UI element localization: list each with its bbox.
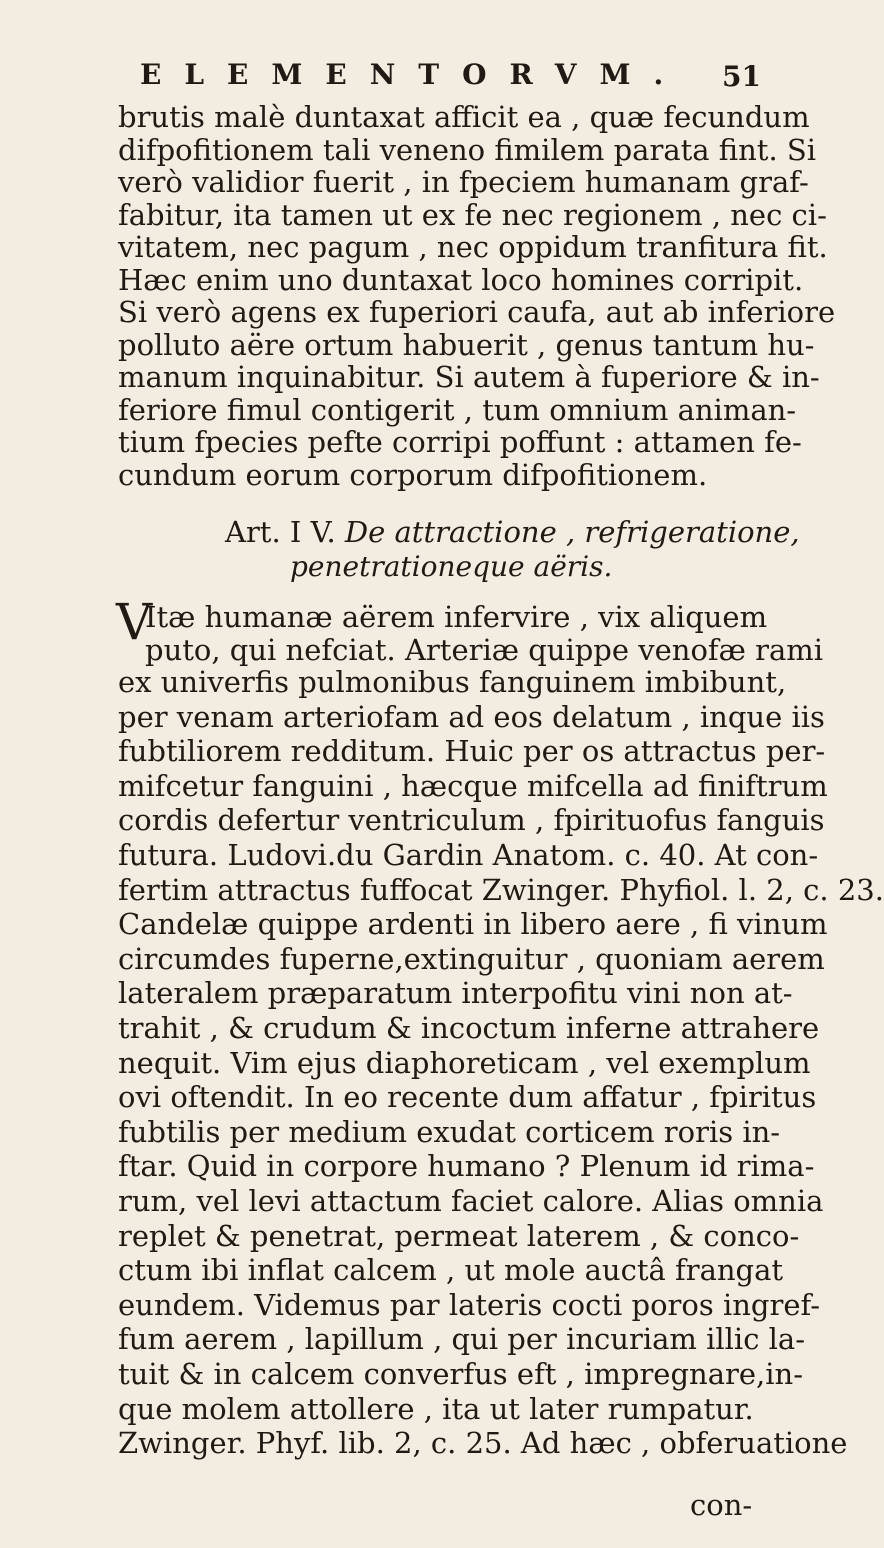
text-line: ovi oftendit. In eo recente dum affatur , fpiritus bbox=[118, 1080, 817, 1115]
text-line: nequit. Vim ejus diaphoreticam , vel exemplum bbox=[118, 1045, 811, 1080]
text-line: rum, vel levi attactum faciet calore. Alias omnia bbox=[118, 1184, 824, 1218]
article-number: Art. I V. bbox=[225, 515, 336, 549]
text-line: verò validior fuerit , in fpeciem humanam graf- bbox=[118, 165, 809, 199]
page-number: 51 bbox=[722, 60, 761, 93]
text-line: cundum eorum corporum difpofitionem. bbox=[118, 457, 708, 492]
text-line: Itæ humanæ aërem infervire , vix aliquem bbox=[145, 600, 768, 634]
text-line: cordis defertur ventriculum , fpirituofus fanguis bbox=[118, 803, 825, 838]
text-line: ftar. Quid in corpore humano ? Plenum id rima- bbox=[118, 1149, 815, 1184]
running-title: ELEMENTORVM. bbox=[140, 58, 687, 91]
text-line: fubtilis per medium exudat corticem roris in- bbox=[118, 1114, 781, 1149]
text-line: tuit & in calcem converfus eft , impregnare,in- bbox=[118, 1357, 803, 1391]
text-line: futura. Ludovi.du Gardin Anatom. c. 40. At con- bbox=[118, 838, 819, 872]
text-line: tium fpecies pefte corripi poffunt : attamen fe- bbox=[118, 425, 802, 459]
text-line: puto, qui nefciat. Arteriæ quippe venofæ rami bbox=[145, 632, 824, 667]
text-line: fubtiliorem redditum. Huic per os attractus per- bbox=[118, 734, 826, 769]
text-line: Candelæ quippe ardenti in libero aere , fi vinum bbox=[118, 907, 828, 942]
text-line: mifcetur fanguini , hæcque mifcella ad finiftrum bbox=[118, 768, 828, 803]
text-line: Si verò agens ex fuperiori caufa, aut ab inferiore bbox=[118, 295, 836, 329]
text-line: polluto aëre ortum habuerit , genus tantum hu- bbox=[118, 327, 815, 362]
text-line: feriore fimul contigerit , tum omnium animan- bbox=[118, 392, 797, 427]
text-line: replet & penetrat, permeat laterem , & conco- bbox=[118, 1218, 800, 1253]
text-line: que molem attollere , ita ut later rumpatur. bbox=[118, 1391, 754, 1426]
text-line: per venam arteriofam ad eos delatum , inque iis bbox=[118, 699, 825, 734]
catchword: con- bbox=[690, 1488, 753, 1522]
text-line: vitatem, nec pagum , nec oppidum tranfitura fit. bbox=[118, 230, 828, 264]
text-line: brutis malè duntaxat afficit ea , quæ fecundum bbox=[118, 100, 810, 134]
text-line: fabitur, ita tamen ut ex fe nec regionem , nec ci- bbox=[118, 197, 827, 232]
text-line: lateralem præparatum interpofitu vini non at- bbox=[118, 976, 793, 1011]
text-line: manum inquinabitur. Si autem à fuperiore & in- bbox=[118, 360, 820, 394]
text-line: Zwinger. Phyf. lib. 2, c. 25. Ad hæc , obferuatione bbox=[118, 1426, 848, 1461]
text-line: ctum ibi inflat calcem , ut mole auctâ frangat bbox=[118, 1253, 784, 1288]
article-title-line1: De attractione , refrigeratione, bbox=[344, 515, 800, 549]
text-line: eundem. Videmus par lateris cocti poros ingref- bbox=[118, 1287, 821, 1322]
text-line: ex univerfis pulmonibus fanguinem imbibunt, bbox=[118, 665, 787, 699]
article-heading bbox=[225, 515, 800, 549]
text-line: trahit , & crudum & incoctum inferne attrahere bbox=[118, 1011, 820, 1045]
text-line: circumdes fuperne,extinguitur , quoniam aerem bbox=[118, 941, 825, 976]
text-line: fertim attractus fuffocat Zwinger. Phyfiol. l. 2, c. 23. bbox=[118, 872, 884, 907]
drop-cap: V bbox=[116, 593, 153, 651]
text-line: difpofitionem tali veneno fimilem parata fint. Si bbox=[118, 132, 817, 167]
text-line: Hæc enim uno duntaxat loco homines corripit. bbox=[118, 262, 804, 297]
article-title-line2: penetrationeque aëris. bbox=[290, 550, 613, 583]
text-line: fum aerem , lapillum , qui per incuriam illic la- bbox=[118, 1322, 806, 1357]
